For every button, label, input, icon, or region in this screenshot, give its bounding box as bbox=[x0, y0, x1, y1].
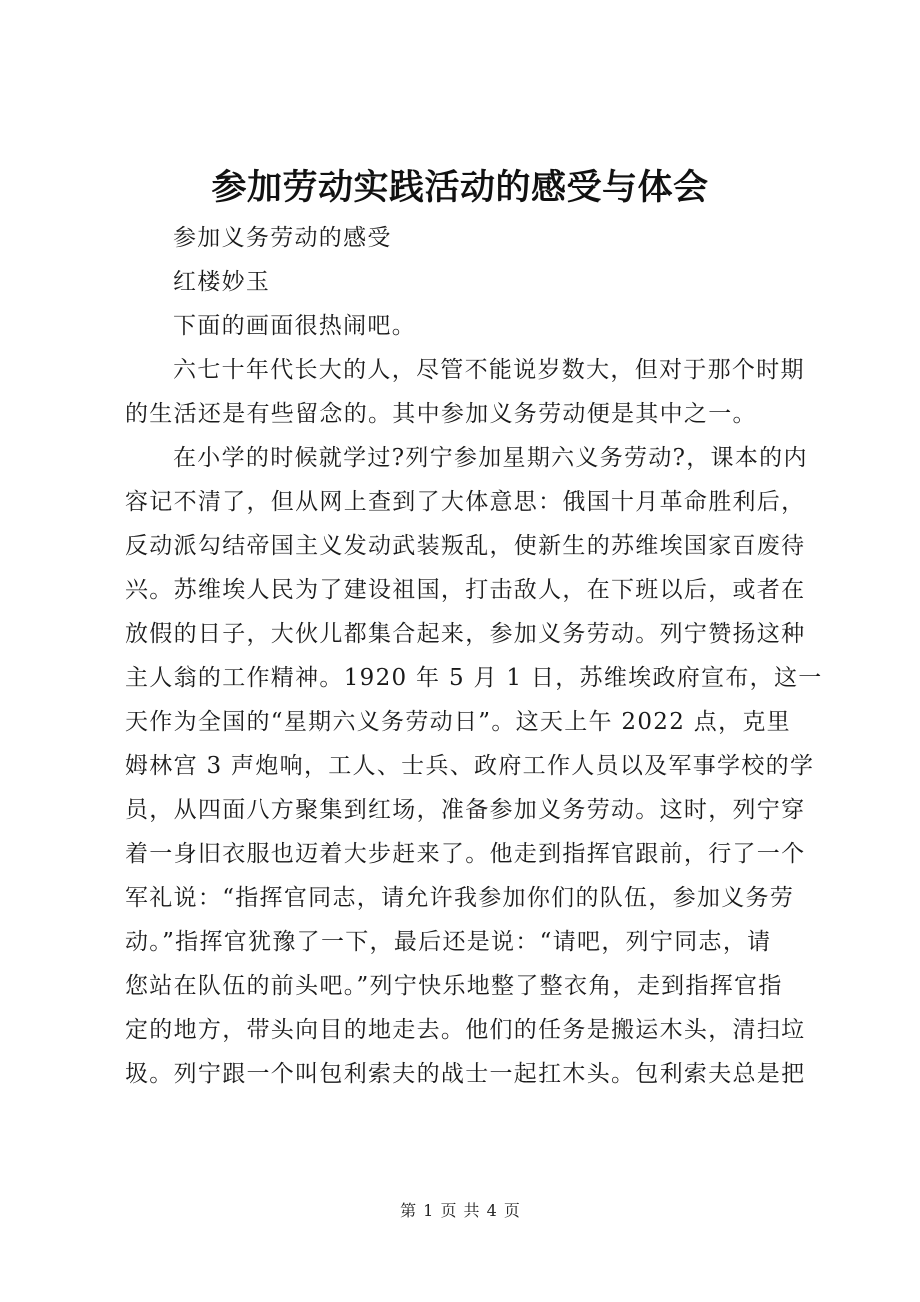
paragraph-line: 员，从四面八方聚集到红场，准备参加义务劳动。这时，列宁穿 bbox=[125, 797, 806, 823]
paragraph-line: 圾。列宁跟一个叫包利索夫的战士一起扛木头。包利索夫总是把 bbox=[125, 1061, 806, 1087]
paragraph-line: 反动派勾结帝国主义发动武装叛乱，使新生的苏维埃国家百废待 bbox=[125, 533, 806, 559]
paragraph-line: 兴。苏维埃人民为了建设祖国，打击敌人，在下班以后，或者在 bbox=[125, 577, 806, 603]
paragraph-line: 六七十年代长大的人，尽管不能说岁数大，但对于那个时期 bbox=[173, 357, 805, 383]
document-title: 参加劳动实践活动的感受与体会 bbox=[211, 168, 709, 208]
author-line: 红楼妙玉 bbox=[173, 269, 271, 295]
page-number-footer: 第 1 页 共 4 页 bbox=[400, 1201, 520, 1220]
paragraph-line: 姆林宫 3 声炮响，工人、士兵、政府工作人员以及军事学校的学 bbox=[125, 753, 815, 779]
paragraph-line: 放假的日子，大伙儿都集合起来，参加义务劳动。列宁赞扬这种 bbox=[125, 621, 806, 647]
paragraph-line: 您站在队伍的前头吧。”列宁快乐地整了整衣角，走到指挥官指 bbox=[125, 973, 783, 999]
paragraph-line: 在小学的时候就学过?列宁参加星期六义务劳动?，课本的内 bbox=[173, 445, 808, 471]
paragraph-line: 着一身旧衣服也迈着大步赶来了。他走到指挥官跟前，行了一个 bbox=[125, 841, 806, 867]
paragraph-line: 下面的画面很热闹吧。 bbox=[173, 313, 416, 339]
paragraph-line: 主人翁的工作精神。1920 年 5 月 1 日，苏维埃政府宣布，这一 bbox=[125, 665, 823, 691]
paragraph-line: 容记不清了，但从网上查到了大体意思：俄国十月革命胜利后， bbox=[125, 489, 806, 515]
paragraph-line: 天作为全国的“星期六义务劳动日”。这天上午 2022 点，克里 bbox=[125, 709, 791, 735]
document-body bbox=[125, 216, 823, 1096]
paragraph-line: 的生活还是有些留念的。其中参加义务劳动便是其中之一。 bbox=[125, 401, 757, 427]
paragraph-line: 动。”指挥官犹豫了一下，最后还是说：“请吧，列宁同志，请 bbox=[125, 929, 772, 955]
subtitle-line: 参加义务劳动的感受 bbox=[173, 225, 392, 251]
paragraph-line: 定的地方，带头向目的地走去。他们的任务是搬运木头，清扫垃 bbox=[125, 1017, 806, 1043]
paragraph-line: 军礼说：“指挥官同志，请允许我参加你们的队伍，参加义务劳 bbox=[125, 885, 795, 911]
